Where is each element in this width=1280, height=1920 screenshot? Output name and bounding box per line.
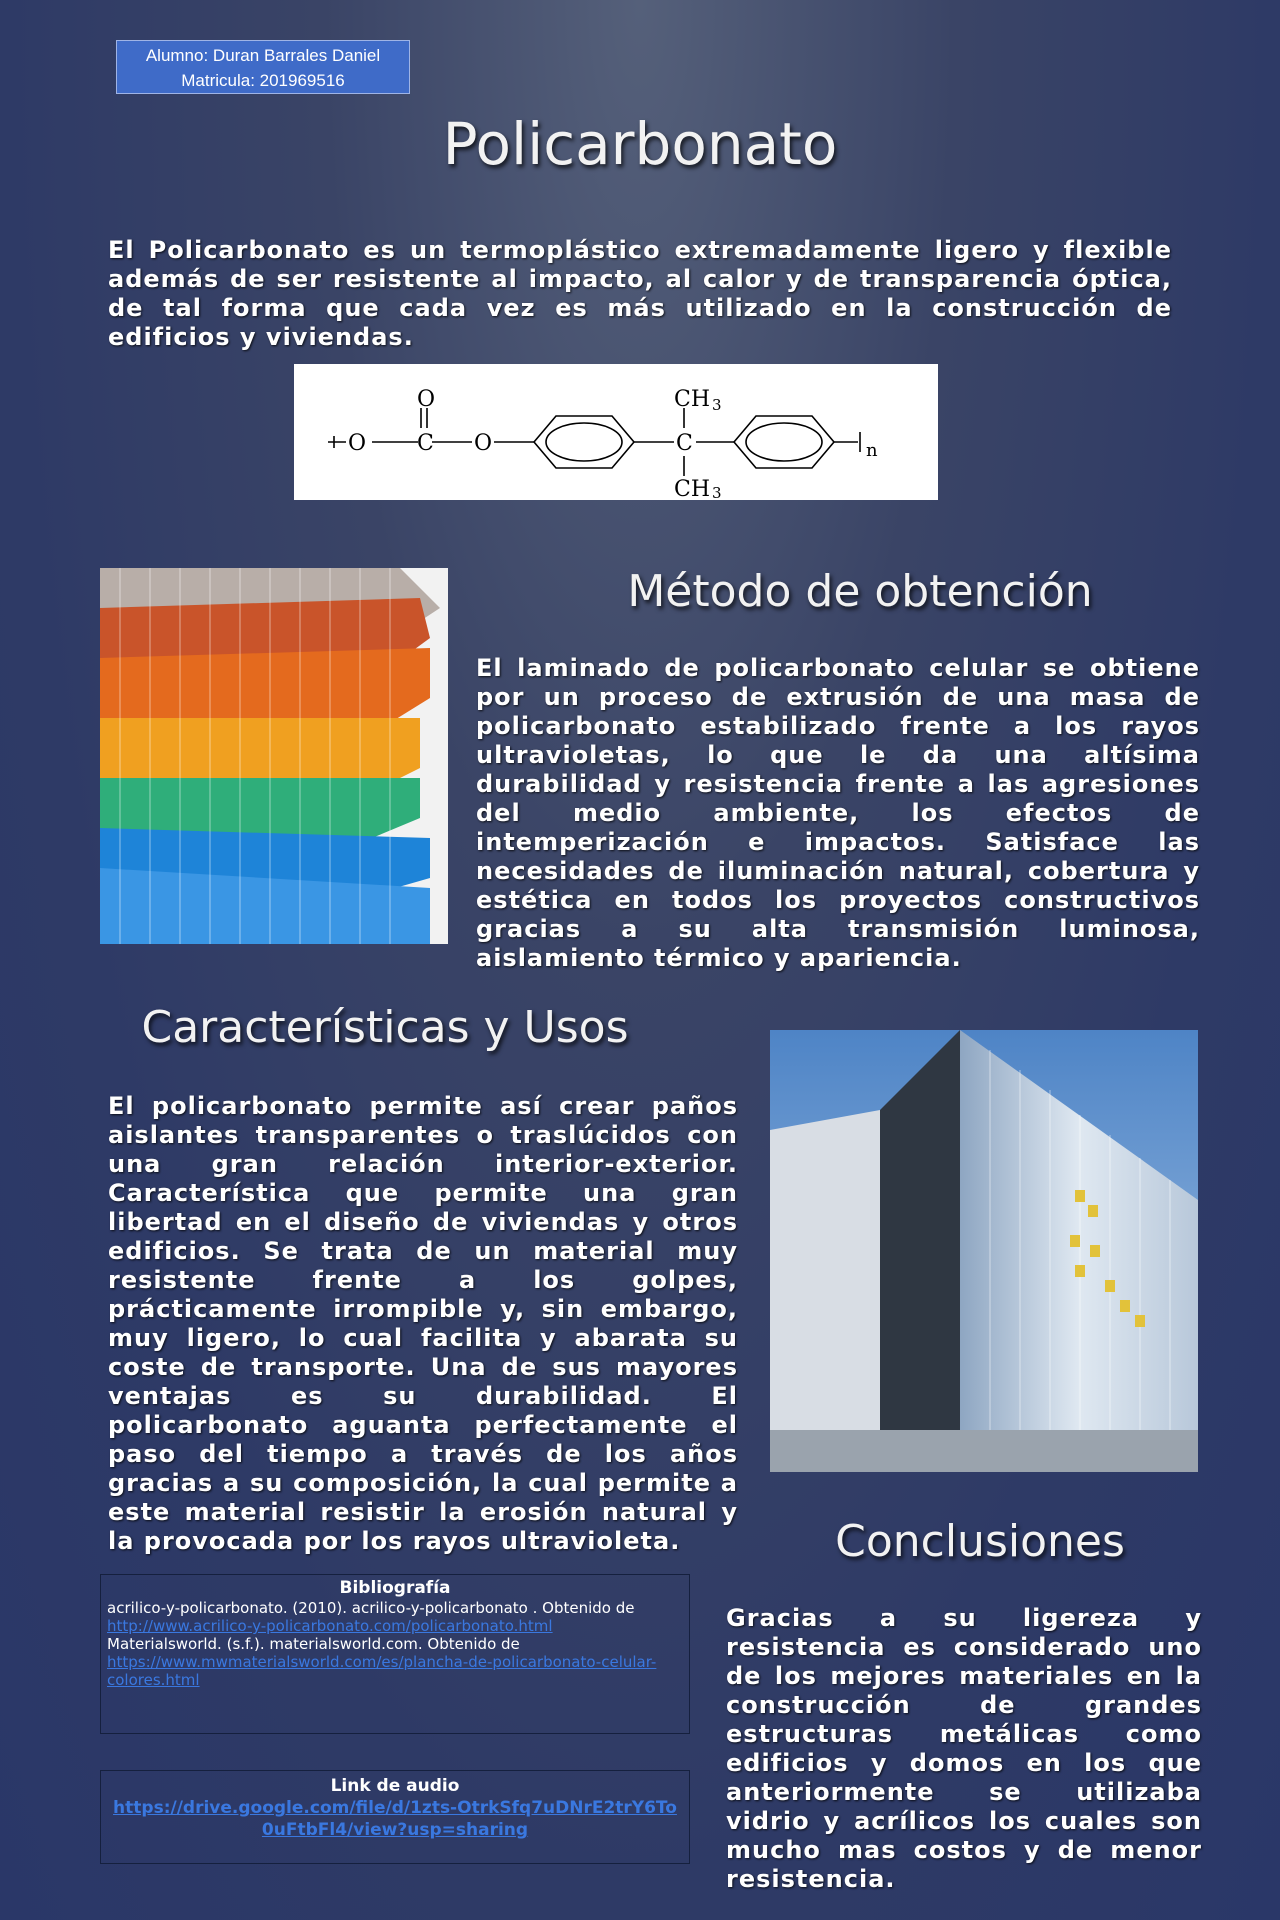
ref-2-text: Materialsworld. (s.f.). materialsworld.com. Obtenido de [107,1635,520,1653]
conclusiones-paragraph: Gracias a su ligereza y resistencia es considerado uno de los mejores materiales en la construcción de grandes estructuras metálicas como edificios y domos en los que anteriormente se utilizaba vidrio y acrílicos los cuales son mucho mas costos y de menor resistencia. [726,1604,1202,1893]
audio-title: Link de audio [330,1776,460,1796]
formula-sub3-bottom: 3 [712,484,722,500]
caracteristicas-paragraph: El policarbonato permite así crear paños aislantes transparentes o traslúcidos con una gran relación interior-exterior. Característica que permite una gran libertad en el diseño de viviendas y otros edificios. Se trata de un material muy resistente frente a los golpes, prácticamente irrompible y, sin embargo, muy ligero, lo cual facilita y abarata su coste de transporte. Una de sus mayores ventajas es su durabilidad. El policarbonato aguanta perfectamente el paso del tiempo a través de los años gracias a su composición, la cual permite a este material resistir la erosión natural y la provocada por los rayos ultravioleta. [108,1092,738,1555]
formula-o1: O [348,431,367,456]
intro-paragraph: El Policarbonato es un termoplástico extremadamente ligero y flexible además de ser resistente al impacto, al calor y de transparencia óptica, de tal forma que cada vez es más utilizado en la construcción de edificios y viviendas. [108,236,1172,351]
caracteristicas-title: Características y Usos [141,1002,629,1053]
formula-ch3-bottom: CH [674,477,711,500]
student-badge [116,40,410,94]
metodo-title: Método de obtención [627,566,1093,617]
formula-o2: O [474,431,493,456]
ref-1-text: acrilico-y-policarbonato. (2010). acrilico-y-policarbonato . Obtenido de [107,1599,635,1617]
student-id: Matricula: 201969516 [181,71,345,90]
building-illustration [770,1030,1198,1472]
bibliography-box [100,1574,690,1734]
bibliography-title: Bibliografía [339,1578,451,1598]
audio-link-box [100,1770,690,1864]
formula-c2: C [676,431,693,456]
formula-o-top: O [417,387,436,412]
student-name: Alumno: Duran Barrales Daniel [145,46,381,65]
formula-n: n [866,440,878,461]
sheets-illustration [100,568,448,944]
page-title: Policarbonato [442,110,838,178]
formula-c1: C [417,431,434,456]
building-image [770,1030,1198,1472]
bibliography-ref-2 [107,1635,683,1689]
ref-2-link[interactable]: https://www.mwmaterialsworld.com/es/plancha-de-policarbonato-celular-colores.html [107,1653,657,1689]
ref-1-link[interactable]: http://www.acrilico-y-policarbonato.com/policarbonato.html [107,1617,553,1635]
audio-link[interactable]: https://drive.google.com/file/d/1zts-OtrkSfq7uDNrE2trY6To0uFtbFl4/view?usp=sharing [113,1798,677,1840]
formula-diagram [294,364,938,500]
metodo-paragraph: El laminado de policarbonato celular se obtiene por un proceso de extrusión de una masa de policarbonato estabilizado frente a los rayos ultravioletas, lo que le da una altísima durabilidad y resistencia frente a las agresiones del medio ambiente, los efectos de intemperización e impactos. Satisface las necesidades de iluminación natural, cobertura y estética en todos los proyectos constructivos gracias a su alta transmisión luminosa, aislamiento térmico y apariencia. [476,654,1200,972]
bibliography-ref-1 [107,1599,683,1635]
formula-ch3-top: CH [674,387,711,412]
conclusiones-title: Conclusiones [835,1516,1125,1567]
polycarbonate-sheets-image [100,568,448,944]
formula-sub3-top: 3 [712,396,722,414]
chemical-formula [294,364,938,500]
